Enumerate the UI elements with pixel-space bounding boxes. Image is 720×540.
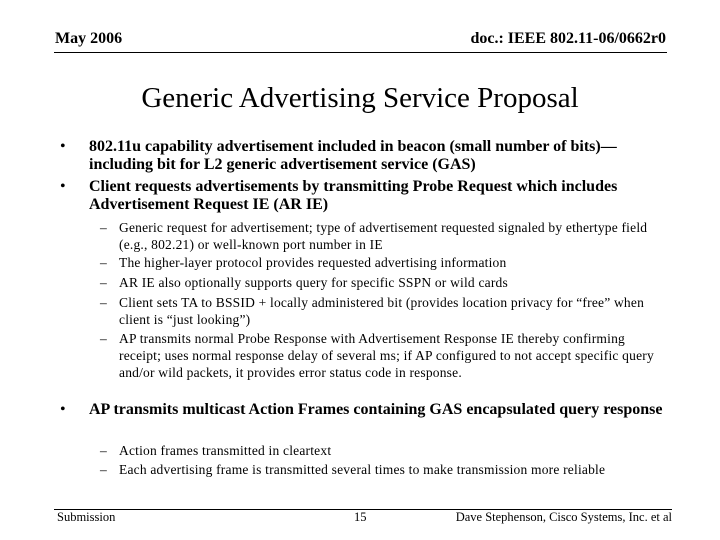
- bullet-item: [56, 178, 676, 214]
- header-doc-id: doc.: IEEE 802.11-06/0662r0: [470, 30, 666, 47]
- dash-marker: –: [100, 255, 107, 270]
- sub-bullet-item: [100, 330, 660, 381]
- bullet-marker: •: [60, 401, 66, 418]
- dash-marker: –: [100, 275, 107, 290]
- bullet-text: 802.11u capability advertisement included in beacon (small number of bits)—including bit for L2 generic advertisement service (GAS): [89, 138, 617, 173]
- dash-marker: –: [100, 295, 107, 310]
- bullet-item: [56, 138, 676, 174]
- sub-bullet-text: AP transmits normal Probe Response with Advertisement Response IE thereby confirming receipt; uses normal response delay of several ms; if AP configured to not accept specific query and/or wild packets, it provides error status code in response.: [119, 331, 654, 380]
- dash-marker: –: [100, 220, 107, 235]
- footer-author: Dave Stephenson, Cisco Systems, Inc. et al: [455, 510, 672, 524]
- sub-bullet-text: Generic request for advertisement; type of advertisement requested signaled by ethertype field (e.g., 802.21) or well-known port number in IE: [119, 220, 648, 252]
- sub-bullet-item: [100, 442, 660, 459]
- sub-bullet-item: [100, 219, 660, 253]
- page-number: 15: [354, 510, 367, 524]
- bullet-text: AP transmits multicast Action Frames containing GAS encapsulated query response: [89, 401, 663, 418]
- dash-marker: –: [100, 462, 107, 477]
- sub-bullet-item: [100, 254, 660, 271]
- header-date: May 2006: [55, 30, 123, 47]
- sub-bullet-item: [100, 294, 660, 328]
- footer-submission: Submission: [57, 510, 116, 524]
- sub-bullet-text: Action frames transmitted in cleartext: [119, 443, 332, 458]
- sub-bullet-item: [100, 274, 660, 291]
- slide-title: Generic Advertising Service Proposal: [141, 82, 579, 114]
- header-divider: [54, 52, 667, 53]
- sub-bullet-text: Client sets TA to BSSID + locally administered bit (provides location privacy for “free” when client is “just looking”): [119, 295, 645, 327]
- sub-bullet-text: Each advertising frame is transmitted several times to make transmission more reliable: [119, 462, 606, 477]
- sub-bullet-item: [100, 461, 660, 478]
- bullet-item: [56, 401, 676, 419]
- bullet-text: Client requests advertisements by transmitting Probe Request which includes Advertisement Request IE (AR IE): [89, 178, 618, 213]
- bullet-marker: •: [60, 138, 66, 155]
- bullet-marker: •: [60, 178, 66, 195]
- dash-marker: –: [100, 443, 107, 458]
- sub-bullet-text: The higher-layer protocol provides requested advertising information: [119, 255, 507, 270]
- sub-bullet-text: AR IE also optionally supports query for specific SSPN or wild cards: [119, 275, 508, 290]
- dash-marker: –: [100, 331, 107, 346]
